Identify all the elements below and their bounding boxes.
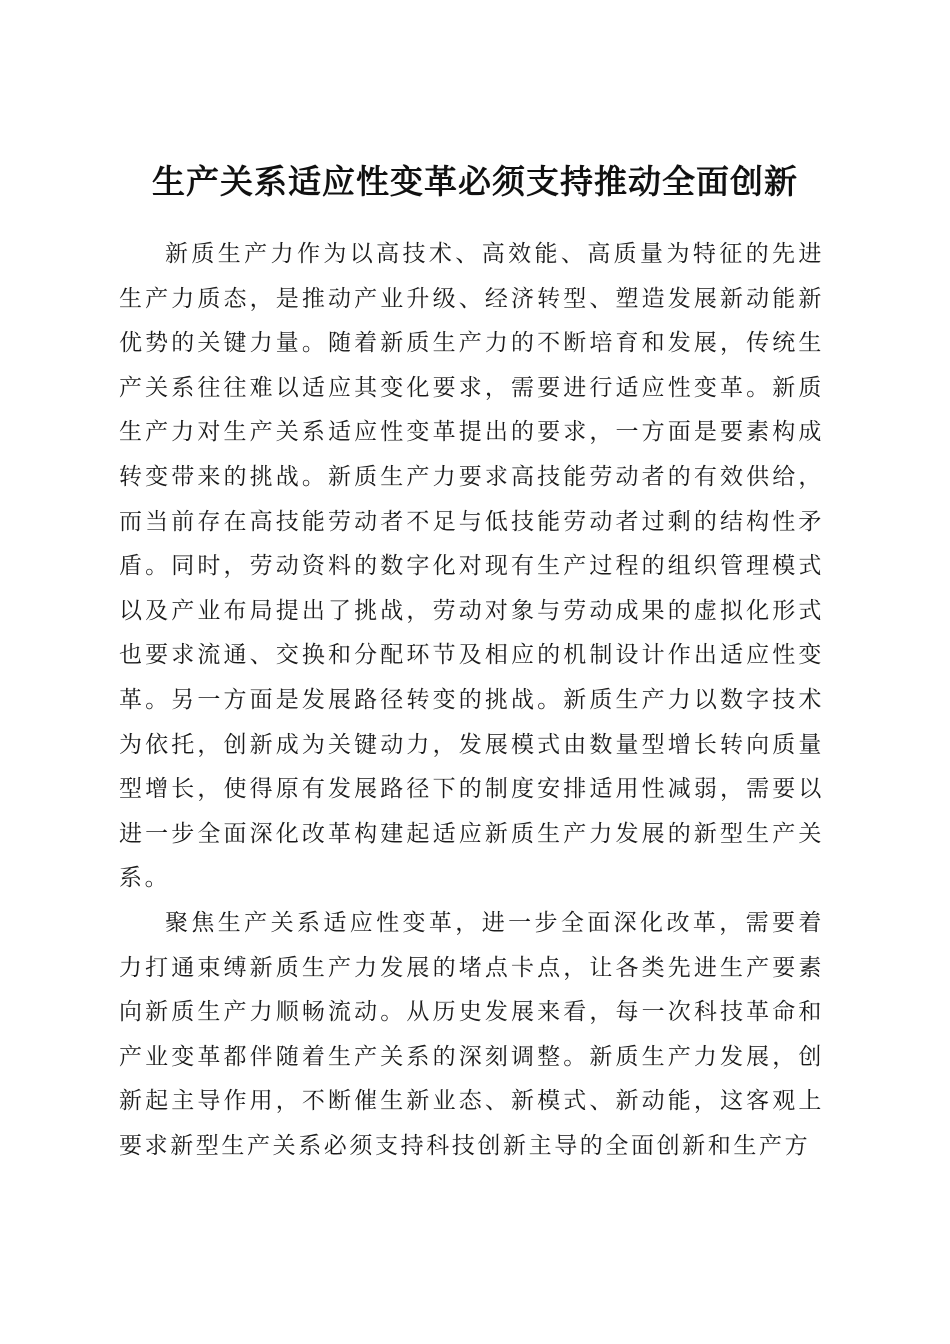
document-body (119, 232, 824, 1168)
paragraph-1: 新质生产力作为以高技术、高效能、高质量为特征的先进生产力质态，是推动产业升级、经济转型、塑造发展新动能新优势的关键力量。随着新质生产力的不断培育和发展，传统生产关系往往难以适应其变化要求，需要进行适应性变革。新质生产力对生产关系适应性变革提出的要求，一方面是要素构成转变带来的挑战。新质生产力要求高技能劳动者的有效供给，而当前存在高技能劳动者不足与低技能劳动者过剩的结构性矛盾。同时，劳动资料的数字化对现有生产过程的组织管理模式以及产业布局提出了挑战，劳动对象与劳动成果的虚拟化形式也要求流通、交换和分配环节及相应的机制设计作出适应性变革。另一方面是发展路径转变的挑战。新质生产力以数字技术为依托，创新成为关键动力，发展模式由数量型增长转向质量型增长，使得原有发展路径下的制度安排适用性减弱，需要以进一步全面深化改革构建起适应新质生产力发展的新型生产关系。 (119, 241, 824, 892)
paragraph-2: 聚焦生产关系适应性变革，进一步全面深化改革，需要着力打通束缚新质生产力发展的堵点卡点，让各类先进生产要素向新质生产力顺畅流动。从历史发展来看，每一次科技革命和产业变革都伴随着生产关系的深刻调整。新质生产力发展，创新起主导作用，不断催生新业态、新模式、新动能，这客观上要求新型生产关系必须支持科技创新主导的全面创新和生产方 (119, 909, 824, 1159)
document-title: 生产关系适应性变革必须支持推动全面创新 (152, 162, 798, 202)
